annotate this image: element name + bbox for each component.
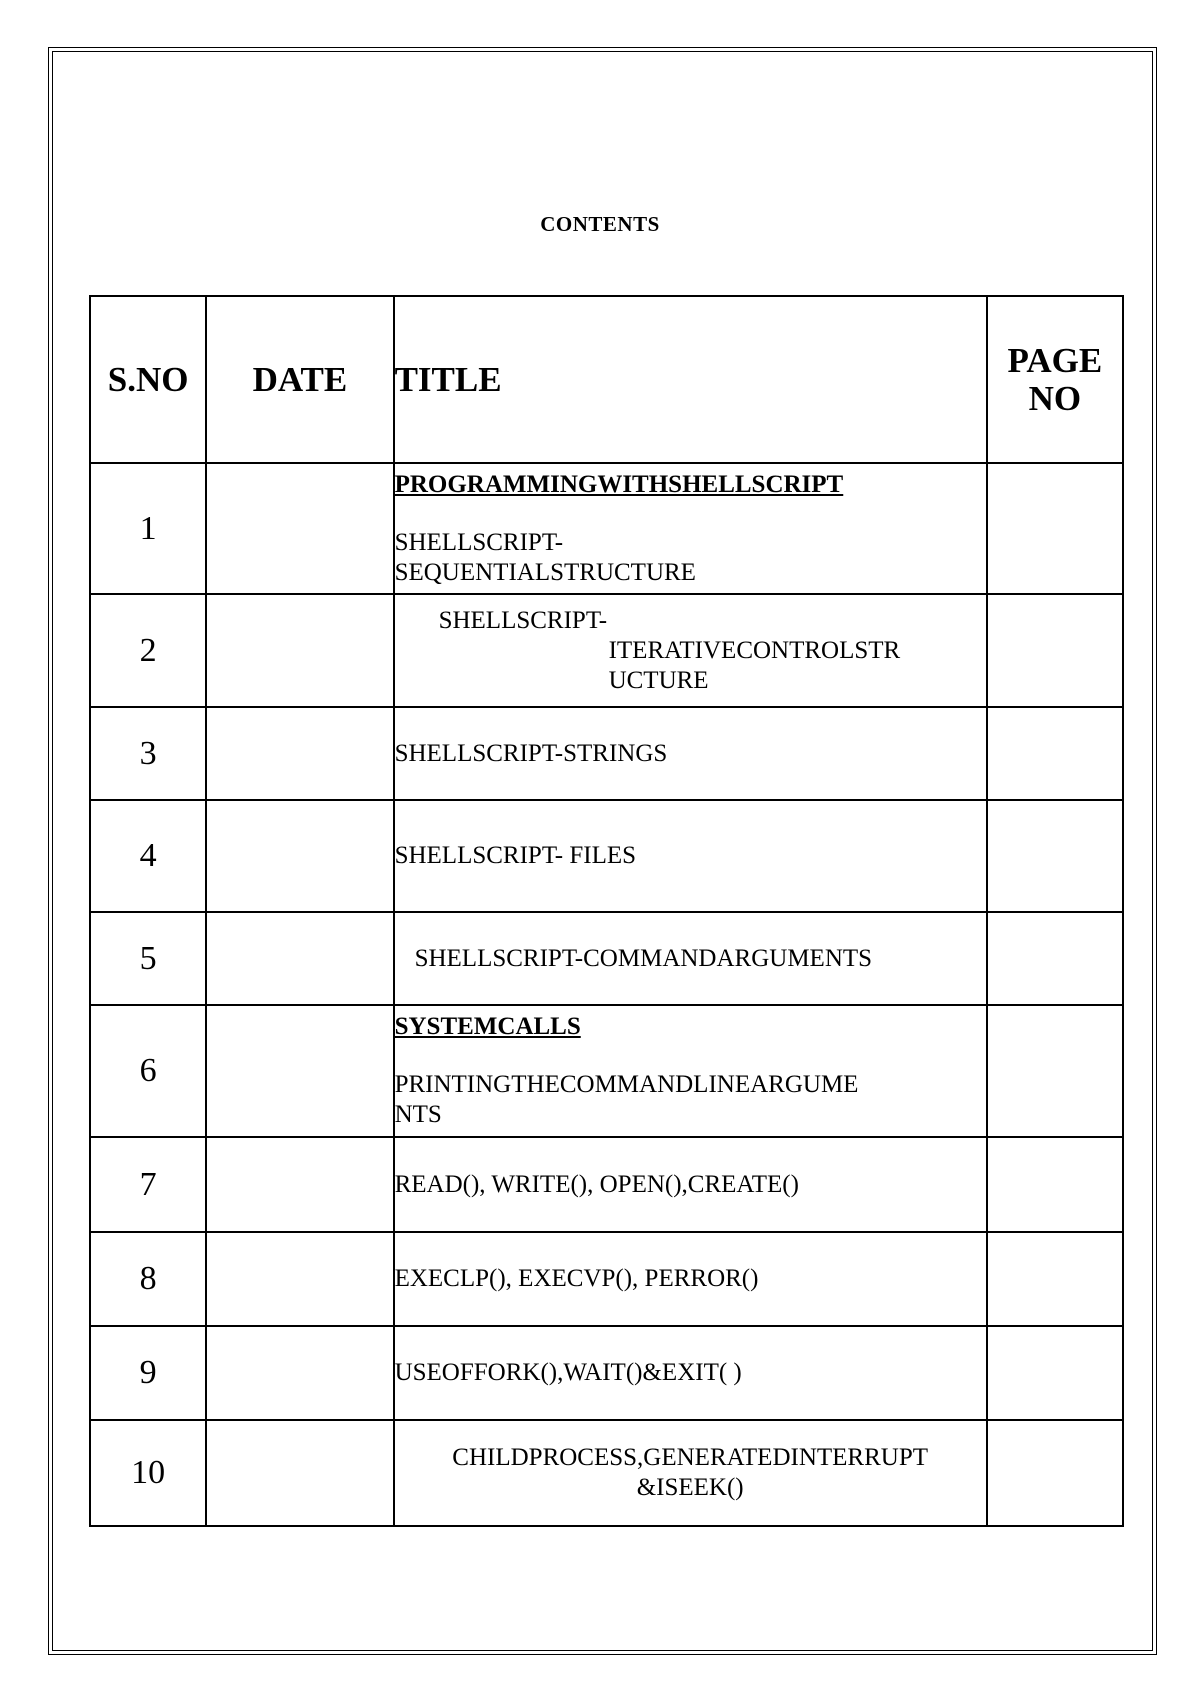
row-page	[987, 800, 1123, 912]
header-title: TITLE	[394, 296, 987, 463]
row-title	[394, 1005, 987, 1137]
row-title	[394, 1420, 987, 1526]
row-title	[394, 707, 987, 800]
title-line: SHELLSCRIPT-COMMANDARGUMENTS	[414, 944, 873, 972]
row-sno: 2	[90, 594, 206, 707]
title-line: ITERATIVECONTROLSTR	[608, 636, 901, 664]
section-heading: SYSTEMCALLS	[394, 1013, 581, 1040]
row-page	[987, 1137, 1123, 1232]
row-sno: 10	[90, 1420, 206, 1526]
row-page	[987, 463, 1123, 594]
row-title	[394, 800, 987, 912]
table-row	[90, 463, 1123, 594]
row-date	[206, 800, 393, 912]
section-heading: PROGRAMMINGWITHSHELLSCRIPT	[394, 470, 844, 498]
row-date	[206, 912, 393, 1005]
row-date	[206, 707, 393, 800]
table-row	[90, 707, 1123, 800]
header-page-line2: NO	[1028, 378, 1082, 418]
row-page	[987, 594, 1123, 707]
title-line: NTS	[394, 1101, 442, 1128]
row-title	[394, 1232, 987, 1326]
title-line: USEOFFORK(),WAIT()&EXIT( )	[394, 1359, 742, 1386]
row-sno: 8	[90, 1232, 206, 1326]
title-line: UCTURE	[608, 666, 709, 694]
row-title	[394, 463, 987, 594]
table-row	[90, 1326, 1123, 1420]
row-date	[206, 1232, 393, 1326]
title-line: SHELLSCRIPT-	[438, 606, 608, 634]
row-title	[394, 1137, 987, 1232]
title-line: READ(), WRITE(), OPEN(),CREATE()	[394, 1170, 799, 1198]
row-page	[987, 1232, 1123, 1326]
row-date	[206, 594, 393, 707]
row-title	[394, 912, 987, 1005]
row-sno: 9	[90, 1326, 206, 1420]
row-page	[987, 912, 1123, 1005]
row-title	[394, 594, 987, 707]
table-row	[90, 912, 1123, 1005]
table-row	[90, 800, 1123, 912]
row-date	[206, 463, 393, 594]
header-page-line1: PAGE	[1007, 340, 1103, 380]
row-page	[987, 1420, 1123, 1526]
table-row	[90, 1232, 1123, 1326]
table-row	[90, 1420, 1123, 1526]
row-sno: 1	[90, 463, 206, 594]
row-sno: 6	[90, 1005, 206, 1137]
row-title	[394, 1326, 987, 1420]
title-line: CHILDPROCESS,GENERATEDINTERRUPT	[452, 1444, 929, 1471]
page-title: CONTENTS	[540, 212, 660, 236]
row-date	[206, 1005, 393, 1137]
header-row	[90, 296, 1123, 463]
row-sno: 7	[90, 1137, 206, 1232]
header-sno: S.NO	[90, 296, 206, 463]
table-row	[90, 594, 1123, 707]
header-date: DATE	[206, 296, 393, 463]
row-sno: 5	[90, 912, 206, 1005]
title-line: SHELLSCRIPT-STRINGS	[394, 739, 668, 767]
table-row	[90, 1137, 1123, 1232]
row-page	[987, 707, 1123, 800]
title-line: &ISEEK()	[636, 1474, 744, 1501]
row-page	[987, 1005, 1123, 1137]
table-row	[90, 1005, 1123, 1137]
title-line: SHELLSCRIPT-	[394, 528, 564, 556]
row-page	[987, 1326, 1123, 1420]
row-sno: 4	[90, 800, 206, 912]
title-line: EXECLP(), EXECVP(), PERROR()	[394, 1265, 759, 1292]
row-date	[206, 1137, 393, 1232]
title-line: SEQUENTIALSTRUCTURE	[394, 558, 696, 586]
row-date	[206, 1420, 393, 1526]
header-page-no	[987, 296, 1123, 463]
contents-table	[89, 295, 1124, 1527]
title-line: SHELLSCRIPT- FILES	[394, 842, 637, 869]
title-line: PRINTINGTHECOMMANDLINEARGUME	[394, 1071, 859, 1098]
row-date	[206, 1326, 393, 1420]
row-sno: 3	[90, 707, 206, 800]
